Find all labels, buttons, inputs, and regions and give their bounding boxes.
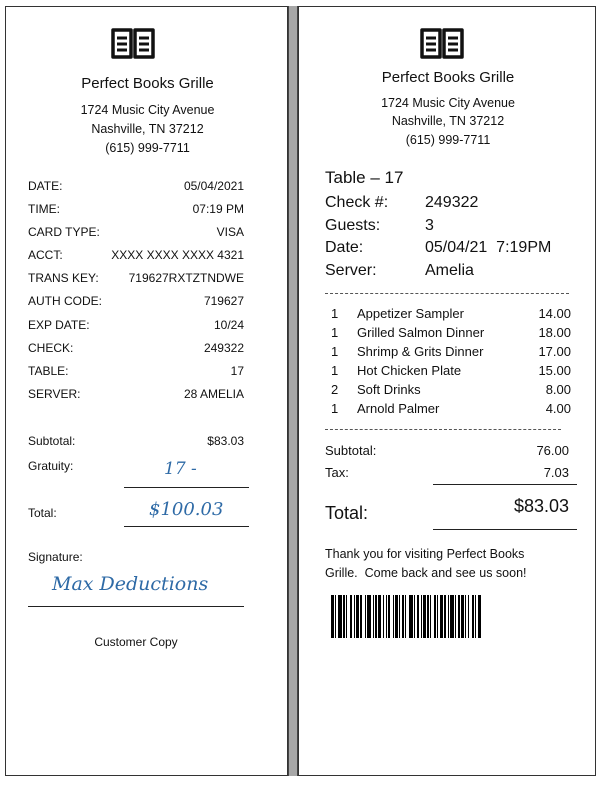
barcode-bar — [354, 595, 355, 638]
open-book-icon — [110, 27, 156, 59]
dashed-separator — [325, 429, 561, 430]
barcode-bar — [417, 595, 419, 638]
customer-copy-footer: Customer Copy — [94, 635, 178, 649]
restaurant-name: Perfect Books Grille — [81, 75, 214, 92]
receipt-divider — [288, 6, 298, 776]
field-row-time — [28, 202, 244, 220]
restaurant-address-line1: 1724 Music City Avenue — [80, 103, 215, 117]
customer-copy-receipt — [5, 6, 288, 776]
signature-label: Signature: — [28, 550, 83, 564]
restaurant-phone: (615) 999-7711 — [105, 141, 190, 155]
item-price: 8.00 — [545, 382, 571, 397]
server-label: Server: — [325, 262, 377, 279]
barcode-bar — [458, 595, 460, 638]
barcode-bar — [375, 595, 377, 638]
item-name: Arnold Palmer — [357, 401, 440, 416]
barcode-bar — [365, 595, 366, 638]
restaurant-address-line1: 1724 Music City Avenue — [381, 96, 515, 110]
barcode-bar — [421, 595, 422, 638]
total-label: Total: — [28, 506, 57, 520]
gratuity-line — [124, 487, 249, 488]
barcode-bar — [472, 595, 474, 638]
barcode-bar — [378, 595, 381, 638]
barcode-bar — [475, 595, 476, 638]
barcode-bar — [440, 595, 443, 638]
barcode-bar — [373, 595, 374, 638]
date-label: Date: — [325, 239, 364, 256]
barcode-bar — [455, 595, 456, 638]
barcode-bar — [461, 595, 464, 638]
barcode-bar — [399, 595, 400, 638]
field-value: 719627 — [203, 294, 244, 308]
item-name: Shrimp & Grits Dinner — [357, 344, 484, 359]
field-value: XXXX XXXX XXXX 4321 — [111, 248, 244, 262]
item-name: Appetizer Sampler — [357, 306, 464, 321]
date-value: 05/04/21 7:19PM — [425, 239, 552, 256]
item-price: 4.00 — [545, 401, 571, 416]
barcode-bar — [350, 595, 352, 638]
barcode-bar — [386, 595, 387, 638]
line-item — [323, 344, 571, 363]
barcode-bar — [409, 595, 413, 638]
field-label: TRANS KEY: — [28, 271, 99, 285]
barcode-bar — [360, 595, 362, 638]
table-heading: Table – 17 — [325, 168, 404, 187]
field-value: VISA — [216, 225, 244, 239]
barcode-bar — [423, 595, 426, 638]
field-label: SERVER: — [28, 387, 81, 401]
field-value: 17 — [230, 364, 244, 378]
barcode-bar — [356, 595, 359, 638]
barcode-bar — [346, 595, 347, 638]
item-qty: 1 — [331, 325, 339, 340]
field-row-trans-key — [28, 271, 244, 289]
open-book-icon — [419, 27, 465, 59]
total-label: Total: — [325, 503, 369, 523]
signature-handwritten: Max Deductions — [52, 573, 209, 595]
barcode-bar — [468, 595, 469, 638]
item-name: Grilled Salmon Dinner — [357, 325, 485, 340]
field-value: 05/04/2021 — [183, 179, 244, 193]
item-qty: 1 — [331, 401, 339, 416]
item-price: 17.00 — [538, 344, 571, 359]
barcode-bar — [367, 595, 371, 638]
barcode-bar — [465, 595, 466, 638]
total-top-line — [433, 484, 577, 485]
barcode-bar — [478, 595, 481, 638]
field-row-acct — [28, 248, 244, 266]
barcode-bar — [338, 595, 342, 638]
field-row-table — [28, 364, 244, 382]
subtotal-label: Subtotal: — [28, 434, 76, 448]
field-row-exp-date — [28, 318, 244, 336]
field-label: TABLE: — [28, 364, 69, 378]
barcode-bar — [405, 595, 406, 638]
barcode — [331, 595, 565, 638]
barcode-bar — [427, 595, 429, 638]
field-row-date — [28, 179, 244, 197]
field-value: 719627RXTZTNDWE — [128, 271, 244, 285]
barcode-bar — [402, 595, 404, 638]
total-line — [124, 526, 249, 527]
field-row-check — [28, 341, 244, 359]
dashed-separator — [325, 293, 569, 294]
gratuity-handwritten: 17 - — [164, 459, 197, 479]
item-qty: 1 — [331, 344, 339, 359]
field-label: DATE: — [28, 179, 63, 193]
guests-label: Guests: — [325, 217, 381, 234]
total-bottom-line — [433, 529, 577, 530]
field-label: AUTH CODE: — [28, 294, 103, 308]
restaurant-name: Perfect Books Grille — [381, 69, 515, 86]
barcode-bar — [437, 595, 438, 638]
gratuity-label: Gratuity: — [28, 459, 74, 473]
itemized-receipt — [298, 6, 596, 776]
field-value: 10/24 — [213, 318, 244, 332]
line-item — [323, 325, 571, 344]
total-handwritten: $100.03 — [149, 499, 224, 520]
restaurant-address-line2: Nashville, TN 37212 — [391, 114, 505, 128]
check-label: Check #: — [325, 194, 389, 211]
thank-you-line2: Grille. Come back and see us soon! — [325, 566, 527, 580]
subtotal-value: $83.03 — [207, 434, 244, 448]
barcode-bar — [414, 595, 415, 638]
field-value: 28 AMELIA — [183, 387, 244, 401]
barcode-bar — [448, 595, 449, 638]
restaurant-phone: (615) 999-7711 — [405, 133, 491, 147]
barcode-bar — [383, 595, 384, 638]
barcode-bar — [343, 595, 345, 638]
item-price: 15.00 — [538, 363, 571, 378]
barcode-bar — [444, 595, 446, 638]
item-qty: 1 — [331, 363, 339, 378]
field-label: CARD TYPE: — [28, 225, 100, 239]
field-label: ACCT: — [28, 248, 63, 262]
tax-label: Tax: — [325, 465, 349, 480]
field-row-auth-code — [28, 294, 244, 312]
field-value: 249322 — [203, 341, 244, 355]
barcode-bar — [388, 595, 390, 638]
barcode-bar — [393, 595, 394, 638]
signature-line — [28, 606, 244, 607]
line-item — [323, 382, 571, 401]
subtotal-label: Subtotal: — [325, 443, 377, 458]
field-row-card-type — [28, 225, 244, 243]
field-label: CHECK: — [28, 341, 74, 355]
barcode-bar — [395, 595, 398, 638]
server-value: Amelia — [425, 262, 474, 279]
item-price: 18.00 — [538, 325, 571, 340]
item-name: Hot Chicken Plate — [357, 363, 462, 378]
guests-value: 3 — [425, 217, 434, 234]
line-item — [323, 363, 571, 382]
subtotal-row — [28, 434, 244, 452]
item-name: Soft Drinks — [357, 382, 421, 397]
barcode-bar — [335, 595, 336, 638]
line-item — [323, 401, 571, 420]
check-value: 249322 — [425, 194, 479, 211]
total-value: $83.03 — [513, 496, 569, 516]
barcode-bar — [450, 595, 454, 638]
line-item — [323, 306, 571, 325]
subtotal-value: 76.00 — [536, 443, 569, 458]
restaurant-address-line2: Nashville, TN 37212 — [91, 122, 204, 136]
barcode-bar — [331, 595, 334, 638]
field-label: TIME: — [28, 202, 60, 216]
barcode-bar — [430, 595, 431, 638]
item-price: 14.00 — [538, 306, 571, 321]
tax-value: 7.03 — [543, 465, 569, 480]
barcode-bar — [434, 595, 436, 638]
field-label: EXP DATE: — [28, 318, 90, 332]
field-row-server — [28, 387, 244, 405]
field-value: 07:19 PM — [192, 202, 244, 216]
item-qty: 2 — [331, 382, 339, 397]
item-qty: 1 — [331, 306, 339, 321]
thank-you-line1: Thank you for visiting Perfect Books — [325, 547, 525, 561]
